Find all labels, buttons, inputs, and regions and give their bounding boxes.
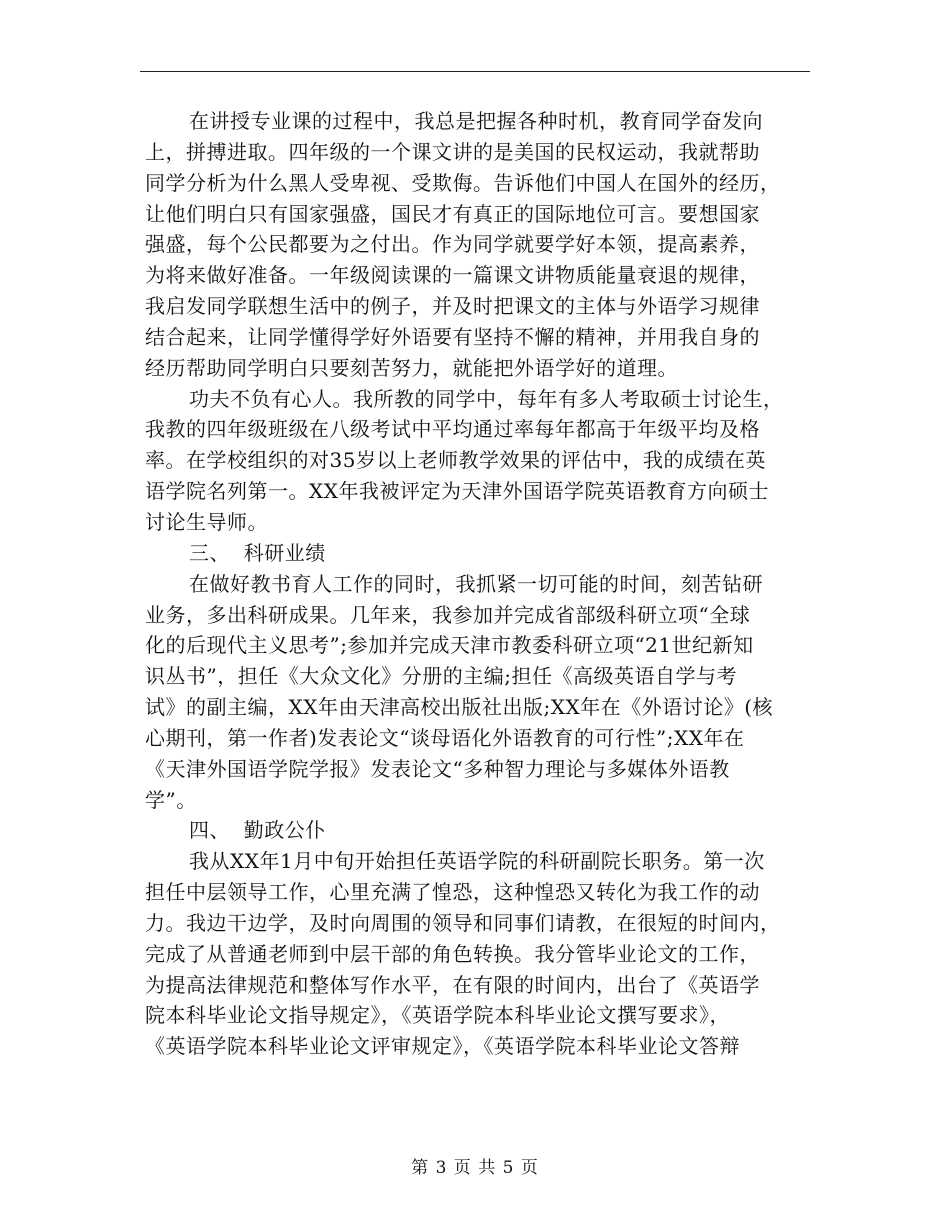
text-line: 院本科毕业论文指导规定》，《英语学院本科毕业论文撰写要求》， (145, 1003, 730, 1028)
text-line: 为将来做好准备。一年级阅读课的一篇课文讲物质能量衰退的规律， (145, 263, 760, 288)
text-line: 完成了从普通老师到中层干部的角色转换。我分管毕业论文的工作， (145, 941, 760, 966)
text-line: 力。我边干边学，及时向周围的领导和同事们请教，在很短的时间内， (145, 910, 781, 935)
text-line: 上，拼搏进取。四年级的一个课文讲的是美国的民权运动，我就帮助 (145, 139, 760, 164)
text-line: 我启发同学联想生活中的例子，并及时把课文的主体与外语学习规律 (145, 294, 760, 319)
text-line: 经历帮助同学明白只要刻苦努力，就能把外语学好的道理。 (145, 355, 678, 380)
text-line: 学”。 (145, 787, 197, 812)
text-line: 业务，多出科研成果。几年来，我参加并完成省部级科研立项“全球 (145, 602, 751, 627)
text-line: 四、 勤政公仆 (189, 818, 326, 843)
text-line: 为提高法律规范和整体写作水平，在有限的时间内，出台了《英语学 (145, 972, 760, 997)
document-body (145, 106, 810, 1062)
text-line: 心期刊，第一作者)发表论文“谈母语化外语教育的可行性”;XX年在 (145, 725, 745, 750)
text-line: 在做好教书育人工作的同时，我抓紧一切可能的时间，刻苦钻研 (189, 571, 763, 596)
header-rule (140, 71, 810, 72)
page-footer: 第 3 页 共 5 页 (411, 1158, 539, 1178)
text-line: 担任中层领导工作，心里充满了惶恐，这种惶恐又转化为我工作的动 (145, 880, 760, 905)
text-line: 强盛，每个公民都要为之付出。作为同学就要学好本领，提高素养， (145, 232, 760, 257)
text-line: 《英语学院本科毕业论文评审规定》，《英语学院本科毕业论文答辩 (145, 1034, 740, 1059)
text-line: 我从XX年1月中旬开始担任英语学院的科研副院长职务。第一次 (189, 849, 765, 874)
text-line: 三、 科研业绩 (189, 540, 326, 565)
text-line: 讨论生导师。 (145, 509, 268, 534)
text-line: 试》的副主编，XX年由天津高校出版社出版;XX年在《外语讨论》(核 (145, 695, 773, 720)
text-line: 语学院名列第一。XX年我被评定为天津外国语学院英语教育方向硕士 (145, 479, 769, 504)
text-line: 功夫不负有心人。我所教的同学中，每年有多人考取硕士讨论生， (189, 386, 784, 411)
text-line: 识丛书”，担任《大众文化》分册的主编;担任《高级英语自学与考 (145, 664, 737, 689)
text-line: 让他们明白只有国家强盛，国民才有真正的国际地位可言。要想国家 (145, 201, 760, 226)
text-line: 在讲授专业课的过程中，我总是把握各种时机，教育同学奋发向 (189, 109, 763, 133)
text-line: 《天津外国语学院学报》发表论文“多种智力理论与多媒体外语教 (145, 756, 730, 781)
text-line: 同学分析为什么黑人受卑视、受欺侮。告诉他们中国人在国外的经历， (145, 170, 781, 195)
text-line: 化的后现代主义思考”;参加并完成天津市教委科研立项“21世纪新知 (145, 633, 754, 658)
text-line: 结合起来，让同学懂得学好外语要有坚持不懈的精神，并用我自身的 (145, 324, 760, 349)
text-line: 率。在学校组织的对35岁以上老师教学效果的评估中，我的成绩在英 (145, 448, 766, 473)
text-line: 我教的四年级班级在八级考试中平均通过率每年都高于年级平均及格 (145, 417, 760, 442)
